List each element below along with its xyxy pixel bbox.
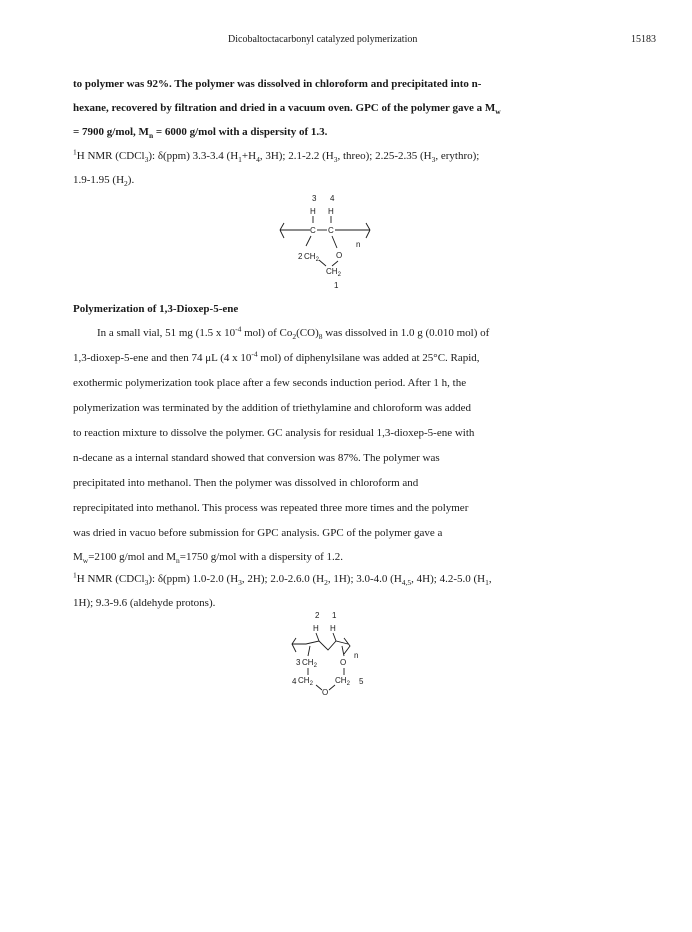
- struct2-h2: H: [313, 624, 319, 633]
- struct1-c4: C: [328, 226, 334, 235]
- sec2-line6: n-decane as a internal standard showed that conversion was 87%. The polymer was: [73, 452, 440, 464]
- struct2-label-3: 3: [296, 658, 301, 667]
- sec2-line9: was dried in vacuo before submission for GPC analysis. GPC of the polymer gave a: [73, 527, 443, 539]
- polymer-structure-2: [282, 608, 382, 698]
- sec2-line4: polymerization was terminated by the addition of triethylamine and chloroform was added: [73, 402, 472, 414]
- struct2-ch2-a: $CH_2$: [302, 658, 317, 669]
- nmr1-line1: $^1$H NMR (CDCl$_3$): δ(ppm) 3.3-3.4 ($H_1+H_4$, 3H); 2.1-2.2 ($H_3$, threo); 2.25-2.35 ($H_3$, erythro);: [73, 147, 480, 165]
- struct2-ch2-c: $CH_2$: [335, 676, 350, 687]
- para1-line3: = 7900 g/mol, $M_n = 6000$ g/mol with a dispersity of 1.3.: [73, 126, 328, 141]
- struct1-h4: H: [328, 207, 334, 216]
- sec2-line8: reprecipitated into methanol. This process was repeated three more times and the polymer: [73, 502, 469, 514]
- struct2-label-2: 2: [315, 611, 320, 620]
- sec2-line5: to reaction mixture to dissolve the polymer. GC analysis for residual 1,3-dioxep-5-ene with: [73, 427, 475, 439]
- page-number: 15183: [631, 34, 656, 45]
- running-header: Dicobaltoctacarbonyl catalyzed polymerization: [228, 34, 418, 45]
- sec2-line3: exothermic polymerization took place after a few seconds induction period. After 1 h, the: [73, 377, 467, 389]
- nmr1-line2: 1.9-1.95 $(H_2)$.: [73, 174, 135, 189]
- struct2-n: n: [354, 651, 359, 660]
- struct1-label-3: 3: [312, 194, 317, 203]
- nmr2-line1: $^1$H NMR (CDCl$_3$): δ(ppm) 1.0-2.0 ($H_3$, 2H); 2.0-2.6.0 ($H_2$, 1H); 3.0-4.0 ($H_{4,5}$, 4H); 4.2-5.0 ($H_1$,: [73, 570, 492, 588]
- struct1-o: O: [336, 251, 343, 260]
- struct2-label-1: 1: [332, 611, 337, 620]
- struct1-label-1: 1: [334, 281, 339, 290]
- struct1-label-2: 2: [298, 252, 303, 261]
- section-heading: Polymerization of 1,3-Dioxep-5-ene: [73, 303, 239, 315]
- struct2-label-5: 5: [359, 677, 364, 686]
- para1-line1: to polymer was 92%. The polymer was dissolved in chloroform and precipitated into n-: [73, 78, 482, 90]
- struct1-h3: H: [310, 207, 316, 216]
- struct2-label-4: 4: [292, 677, 297, 686]
- sec2-line7: precipitated into methanol. Then the polymer was dissolved in chloroform and: [73, 477, 419, 489]
- polymer-structure-1: [270, 190, 390, 290]
- sec2-line1: In a small vial, 51 mg (1.5 x $10^{-4}$ mol) of $Co_2(CO)_8$ was dissolved in 1.0 g (0.010 mol) of: [97, 324, 490, 342]
- struct2-o1: O: [340, 658, 347, 667]
- sec2-line10: $M_w=2100$ g/mol and $M_n=1750$ g/mol with a dispersity of 1.2.: [73, 551, 343, 566]
- struct1-label-4: 4: [330, 194, 335, 203]
- struct1-ch2-a: $CH_2$: [304, 252, 319, 263]
- struct2-o2: O: [322, 688, 329, 697]
- struct1-ch2-b: $CH_2$: [326, 267, 341, 278]
- struct2-h1: H: [330, 624, 336, 633]
- struct1-c3: C: [310, 226, 316, 235]
- struct1-n: n: [356, 240, 361, 249]
- nmr2-line2: 1H); 9.3-9.6 (aldehyde protons).: [73, 597, 216, 609]
- sec2-line2: 1,3-dioxep-5-ene and then 74 μL (4 x $10^{-4}$ mol) of diphenylsilane was added at 25°C. Rapid,: [73, 349, 480, 364]
- struct2-ch2-b: $CH_2$: [298, 676, 313, 687]
- para1-line2: hexane, recovered by filtration and dried in a vacuum oven. GPC of the polymer gave a $M_w$: [73, 102, 501, 117]
